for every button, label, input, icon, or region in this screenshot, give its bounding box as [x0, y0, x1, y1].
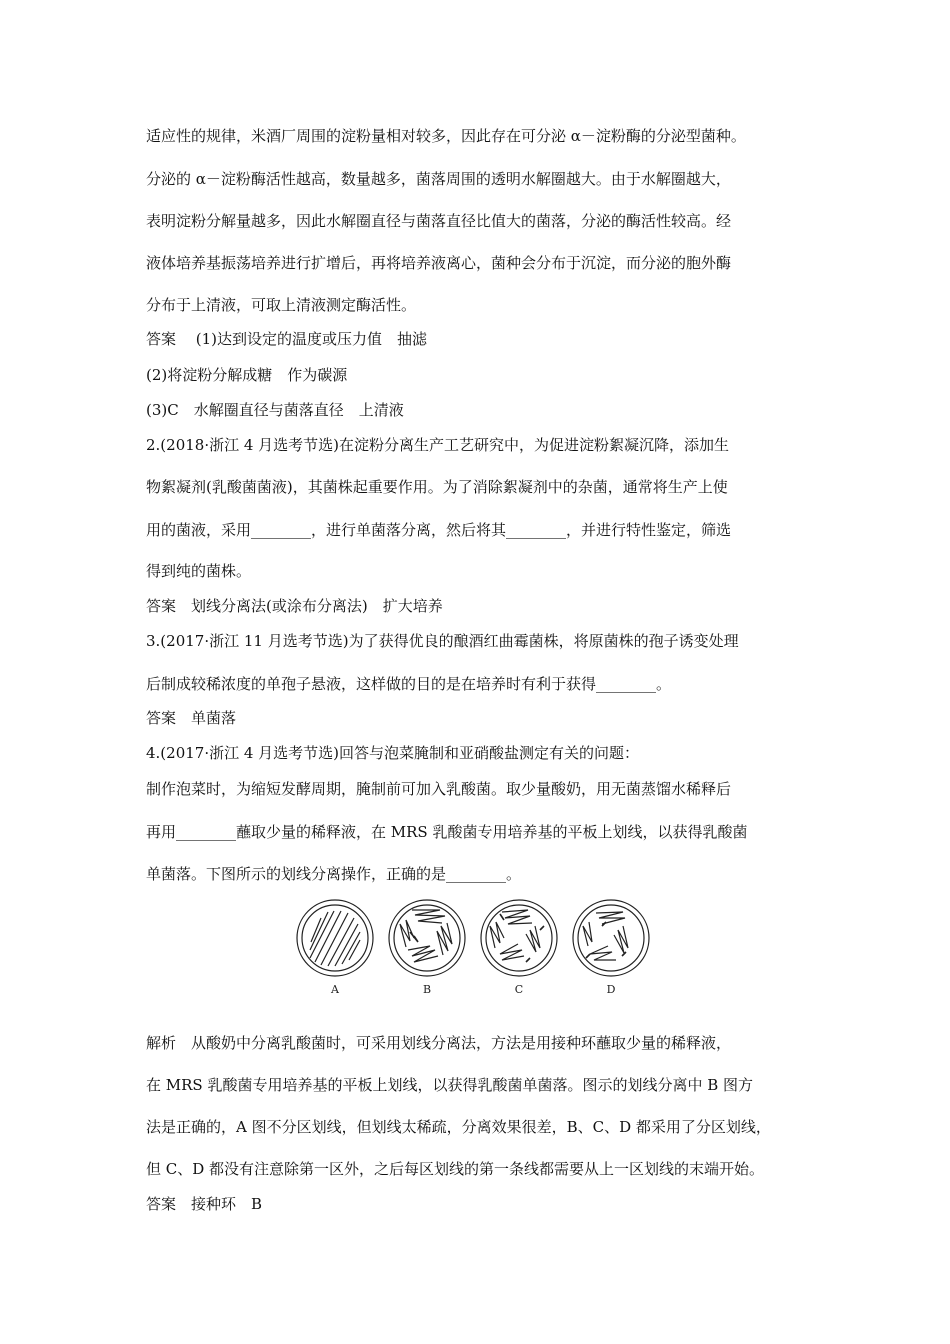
explanation-line: 在 MRS 乳酸菌专用培养基的平板上划线，以获得乳酸菌单菌落。图示的划线分离中 B 图方: [146, 1076, 754, 1094]
dish-label-b: B: [422, 983, 432, 996]
petri-dish-a: [297, 900, 373, 976]
explanation-line: 法是正确的，A 图不分区划线，但划线太稀疏，分离效果很差，B、C、D 都采用了分区划线，: [146, 1118, 771, 1136]
paragraph-line: 液体培养基振荡培养进行扩增后，再将培养液离心，菌种会分布于沉淀，而分泌的胞外酶: [146, 254, 732, 272]
answer-line: 答案 接种环 B: [146, 1195, 263, 1213]
question-line: 后制成较稀浓度的单孢子悬液，这样做的目的是在培养时有利于获得________。: [146, 675, 672, 693]
paragraph-line: 分布于上清液，可取上清液测定酶活性。: [146, 296, 417, 314]
explanation-line: 解析 从酸奶中分离乳酸菌时，可采用划线分离法，方法是用接种环蘸取少量的稀释液，: [146, 1034, 732, 1052]
question-line: 物絮凝剂(乳酸菌菌液)，其菌株起重要作用。为了消除絮凝剂中的杂菌，通常将生产上使: [146, 478, 728, 496]
answer-line: 答案 划线分离法(或涂布分离法) 扩大培养: [146, 597, 443, 615]
question-line: 再用________蘸取少量的稀释液，在 MRS 乳酸菌专用培养基的平板上划线，以获得乳酸菌: [146, 823, 748, 841]
answer-line: (3)C 水解圈直径与菌落直径 上清液: [146, 401, 404, 419]
question-line: 得到纯的菌株。: [146, 562, 252, 580]
question-line: 用的菌液，采用________，进行单菌落分离，然后将其________，并进行特性鉴定，筛选: [146, 521, 732, 539]
question-line: 3.(2017·浙江 11 月选考节选)为了获得优良的酿酒红曲霉菌株，将原菌株的孢子诱变处理: [146, 632, 739, 650]
paragraph-line: 适应性的规律，米酒厂周围的淀粉量相对较多，因此存在可分泌 α－淀粉酶的分泌型菌种。: [146, 127, 746, 145]
petri-dish-c: [481, 900, 557, 976]
answer-line: 答案 单菌落: [146, 709, 237, 727]
dish-label-d: D: [606, 983, 616, 996]
streak-plate-figure: [290, 896, 660, 1004]
dish-label-a: A: [331, 983, 339, 996]
petri-dish-d: [573, 900, 649, 976]
dish-label-c: C: [514, 983, 524, 996]
paragraph-line: 表明淀粉分解量越多，因此水解圈直径与菌落直径比值大的菌落，分泌的酶活性较高。经: [146, 212, 732, 230]
question-line: 4.(2017·浙江 4 月选考节选)回答与泡菜腌制和亚硝酸盐测定有关的问题：: [146, 744, 640, 762]
question-line: 制作泡菜时，为缩短发酵周期，腌制前可加入乳酸菌。取少量酸奶，用无菌蒸馏水稀释后: [146, 780, 732, 798]
petri-dish-b: [389, 900, 465, 976]
answer-line: 答案 (1)达到设定的温度或压力值 抽滤: [146, 330, 428, 348]
streak-plate-svg: [290, 896, 660, 1004]
answer-line: (2)将淀粉分解成糖 作为碳源: [146, 366, 348, 384]
question-line: 单菌落。下图所示的划线分离操作，正确的是________。: [146, 865, 522, 883]
paragraph-line: 分泌的 α－淀粉酶活性越高，数量越多，菌落周围的透明水解圈越大。由于水解圈越大，: [146, 170, 731, 188]
explanation-line: 但 C、D 都没有注意除第一区外，之后每区划线的第一条线都需要从上一区划线的末端开始。: [146, 1160, 765, 1178]
question-line: 2.(2018·浙江 4 月选考节选)在淀粉分离生产工艺研究中，为促进淀粉絮凝沉降，添加生: [146, 436, 730, 454]
